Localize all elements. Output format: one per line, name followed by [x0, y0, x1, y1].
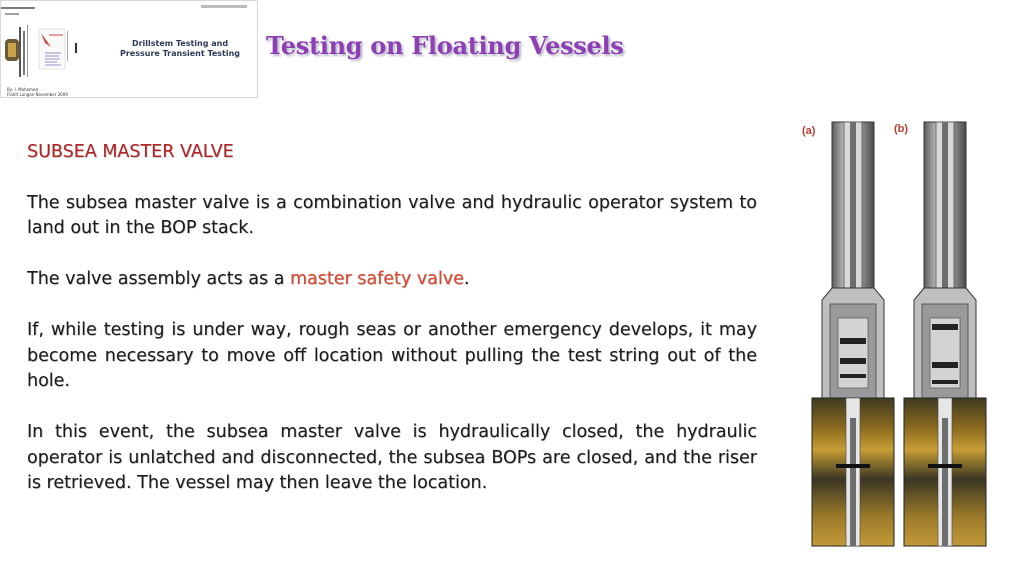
presentation-thumbnail [0, 0, 258, 98]
highlight-term: master safety valve [289, 269, 464, 289]
section-heading: SUBSEA MASTER VALVE [27, 142, 234, 162]
thumbnail-title: Drillstem Testing and Pressure Transient Testing [119, 39, 241, 58]
paragraph-text: . [463, 269, 470, 289]
figure-label-a: (a) [802, 125, 816, 137]
subsea-valve-diagram [800, 118, 996, 548]
thumbnail-bar [1, 7, 35, 9]
thumbnail-byline: By: I. Mohamed Flatlit Lungan November 2009 [7, 87, 68, 97]
paragraph-safety-valve [27, 267, 757, 293]
paragraph-text: The valve assembly acts as a [27, 269, 290, 289]
slide-body [27, 140, 757, 522]
assembly-b [894, 122, 986, 546]
assembly-a [802, 122, 894, 546]
paragraph-definition: The subsea master valve is a combination valve and hydraulic operator system to land out in the BOP stack. [27, 192, 757, 238]
slide-title: Testing on Floating Vessels [266, 31, 624, 60]
paragraph-procedure: In this event, the subsea master valve is hydraulically closed, the hydraulic operator is unlatched and disconnected, the subsea BOPs are closed, and the riser is retrieved. The vessel may then leave the location. [27, 422, 757, 493]
figure-label-b: (b) [894, 123, 909, 135]
thumbnail-header-mark [201, 5, 247, 8]
thumbnail-illustration [5, 23, 97, 79]
paragraph-emergency: If, while testing is under way, rough seas or another emergency develops, it may become necessary to move off location without pulling the test string out of the hole. [27, 320, 757, 391]
thumbnail-bar [5, 13, 19, 15]
